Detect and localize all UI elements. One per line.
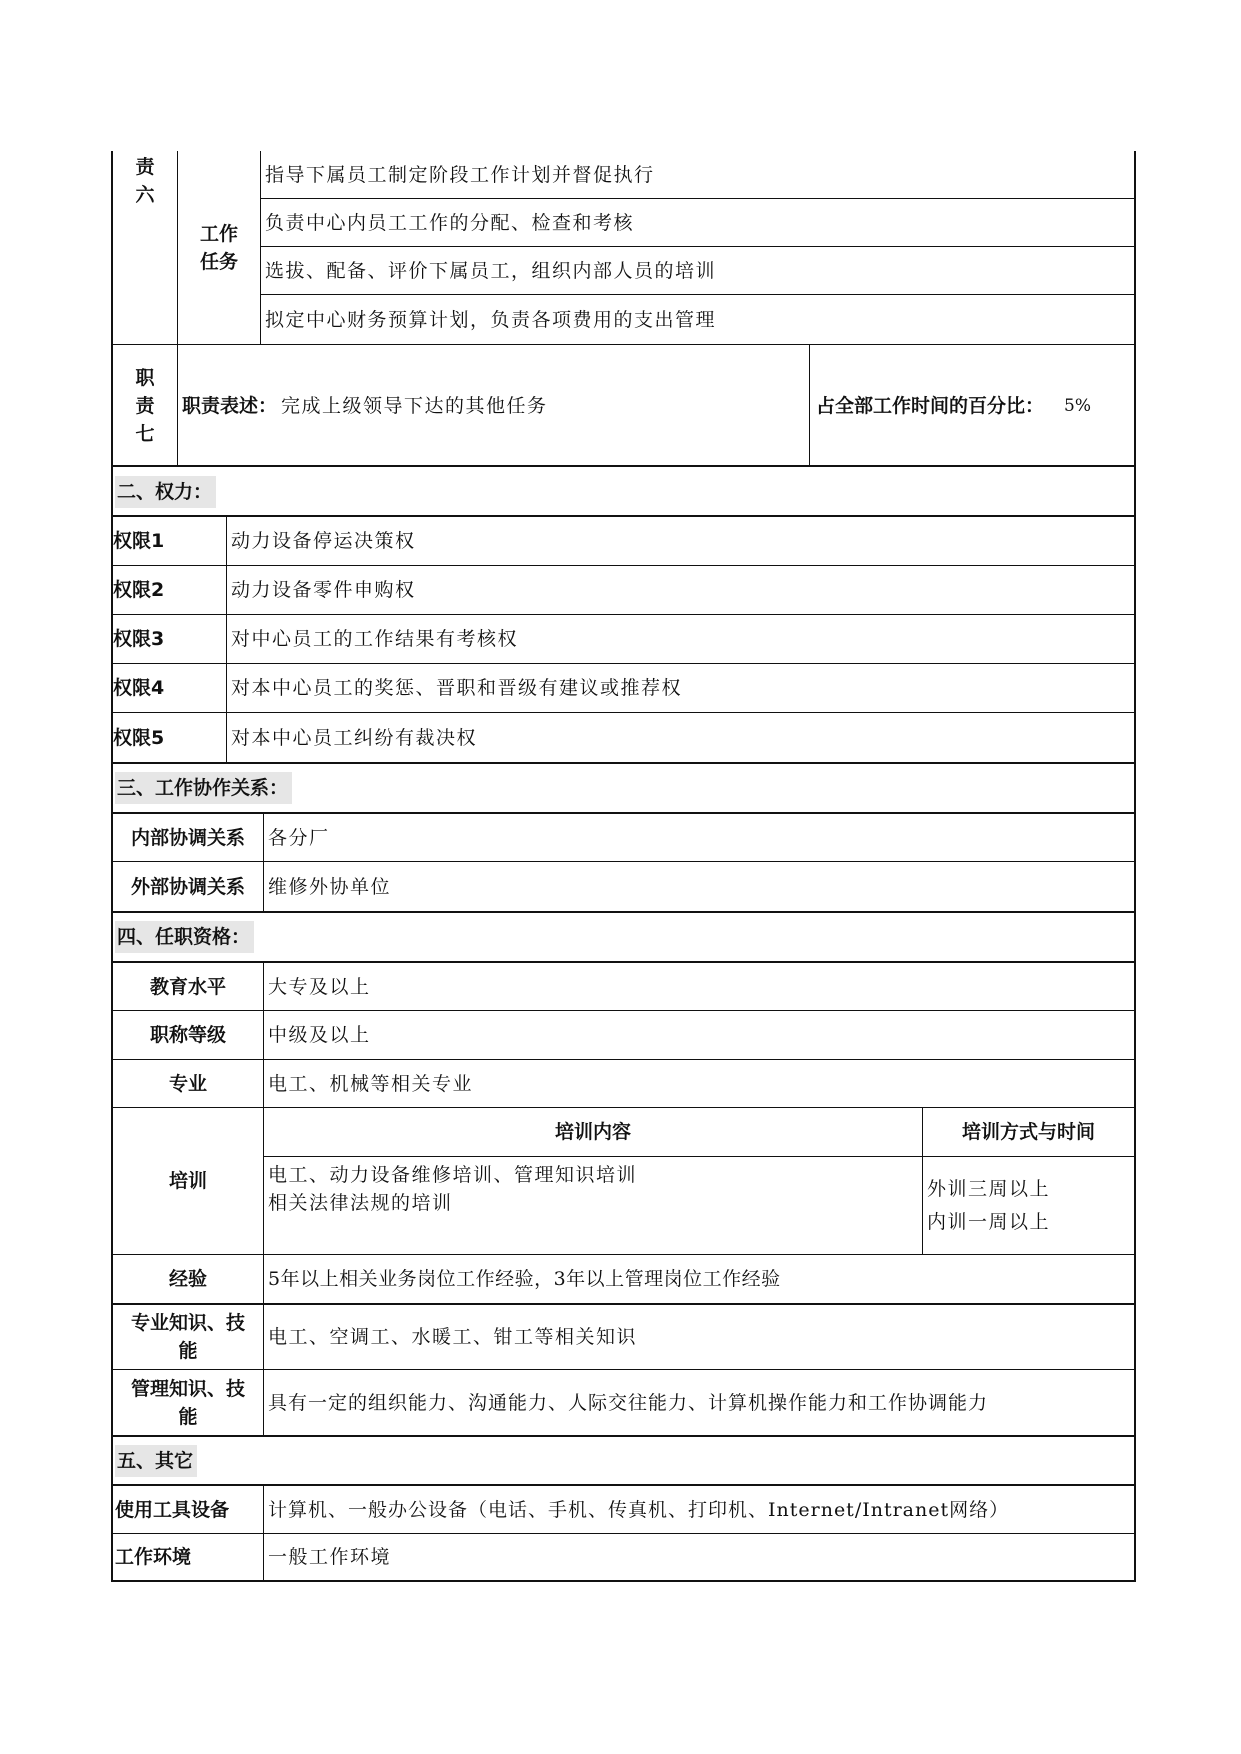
duty7-pct: 5% xyxy=(1064,395,1091,416)
other-table xyxy=(111,1486,1136,1582)
power-value-1: 动力设备停运决策权 xyxy=(227,517,1134,566)
pro-skill-value: 电工、空调工、水暖工、钳工等相关知识 xyxy=(264,1305,1134,1370)
duty7-pct-cell xyxy=(810,345,1134,466)
duty7-pct-label: 占全部工作时间的百分比： xyxy=(816,394,1045,417)
power-value-3: 对中心员工的工作结果有考核权 xyxy=(227,615,1134,664)
mgmt-skill-value: 具有一定的组织能力、沟通能力、人际交往能力、计算机操作能力和工作协调能力 xyxy=(268,1391,989,1414)
relations-table xyxy=(111,814,1136,911)
duty6-task-2: 负责中心内员工工作的分配、检查和考核 xyxy=(261,199,1134,247)
skills-table xyxy=(111,1305,1136,1435)
duty6-label: 责 六 xyxy=(113,151,178,344)
tools-value: 计算机、一般办公设备（电话、手机、传真机、打印机、Internet/Intranet网络） xyxy=(264,1486,1134,1534)
relations-label-internal: 内部协调关系 xyxy=(113,814,264,862)
power-heading-row xyxy=(111,467,1136,516)
power-label-5: 权限5 xyxy=(113,713,227,762)
relations-heading: 三、工作协作关系： xyxy=(113,764,1134,812)
experience-label: 经验 xyxy=(113,1255,264,1303)
major-value: 电工、机械等相关专业 xyxy=(264,1060,1134,1108)
duty7-desc-cell xyxy=(178,345,810,466)
env-value: 一般工作环境 xyxy=(268,1546,392,1568)
education-label: 教育水平 xyxy=(113,963,264,1011)
power-label-3: 权限3 xyxy=(113,615,227,664)
training-label: 培训 xyxy=(113,1108,264,1255)
power-value-5: 对本中心员工纠纷有裁决权 xyxy=(231,726,478,749)
relations-value-external: 维修外协单位 xyxy=(268,875,392,898)
power-value-2: 动力设备零件申购权 xyxy=(227,566,1134,615)
power-label-4: 权限4 xyxy=(113,664,227,713)
power-table xyxy=(111,517,1136,762)
pro-skill-label: 专业知识、技 能 xyxy=(113,1305,264,1370)
env-label: 工作环境 xyxy=(113,1534,264,1580)
training-content: 电工、动力设备维修培训、管理知识培训 相关法律法规的培训 xyxy=(264,1157,923,1255)
qual-heading-row xyxy=(111,913,1136,961)
duty7-desc-label: 职责表述： xyxy=(182,394,278,417)
mgmt-skill-label: 管理知识、技 能 xyxy=(113,1370,264,1435)
training-col-content: 培训内容 xyxy=(264,1108,923,1157)
power-label-1: 权限1 xyxy=(113,517,227,566)
title-value: 中级及以上 xyxy=(264,1011,1134,1060)
duty6-block xyxy=(111,151,1136,344)
duty7-block xyxy=(111,345,1136,466)
qual-heading: 四、任职资格： xyxy=(113,913,1134,961)
title-label: 职称等级 xyxy=(113,1011,264,1060)
other-heading: 五、其它 xyxy=(113,1437,1134,1484)
duty6-task-4: 拟定中心财务预算计划，负责各项费用的支出管理 xyxy=(265,308,717,331)
duty6-task-3: 选拔、配备、评价下属员工，组织内部人员的培训 xyxy=(261,247,1134,295)
duty7-desc: 完成上级领导下达的其他任务 xyxy=(281,394,548,417)
training-method: 外训三周以上 内训一周以上 xyxy=(923,1157,1134,1255)
power-heading: 二、权力： xyxy=(113,467,1134,516)
duty6-sublabel: 工作 任务 xyxy=(178,151,261,344)
relations-value-internal: 各分厂 xyxy=(264,814,1134,862)
training-col-method: 培训方式与时间 xyxy=(923,1108,1134,1157)
tools-label: 使用工具设备 xyxy=(113,1486,264,1534)
relations-label-external: 外部协调关系 xyxy=(113,862,264,911)
major-label: 专业 xyxy=(113,1060,264,1108)
power-label-2: 权限2 xyxy=(113,566,227,615)
experience-value: 5年以上相关业务岗位工作经验，3年以上管理岗位工作经验 xyxy=(268,1268,781,1290)
power-value-4: 对本中心员工的奖惩、晋职和晋级有建议或推荐权 xyxy=(227,664,1134,713)
relations-heading-row xyxy=(111,764,1136,812)
education-value: 大专及以上 xyxy=(264,963,1134,1011)
duty7-label: 职 责 七 xyxy=(113,345,178,466)
duty6-task-1: 指导下属员工制定阶段工作计划并督促执行 xyxy=(261,151,1134,199)
other-heading-row xyxy=(111,1437,1136,1484)
